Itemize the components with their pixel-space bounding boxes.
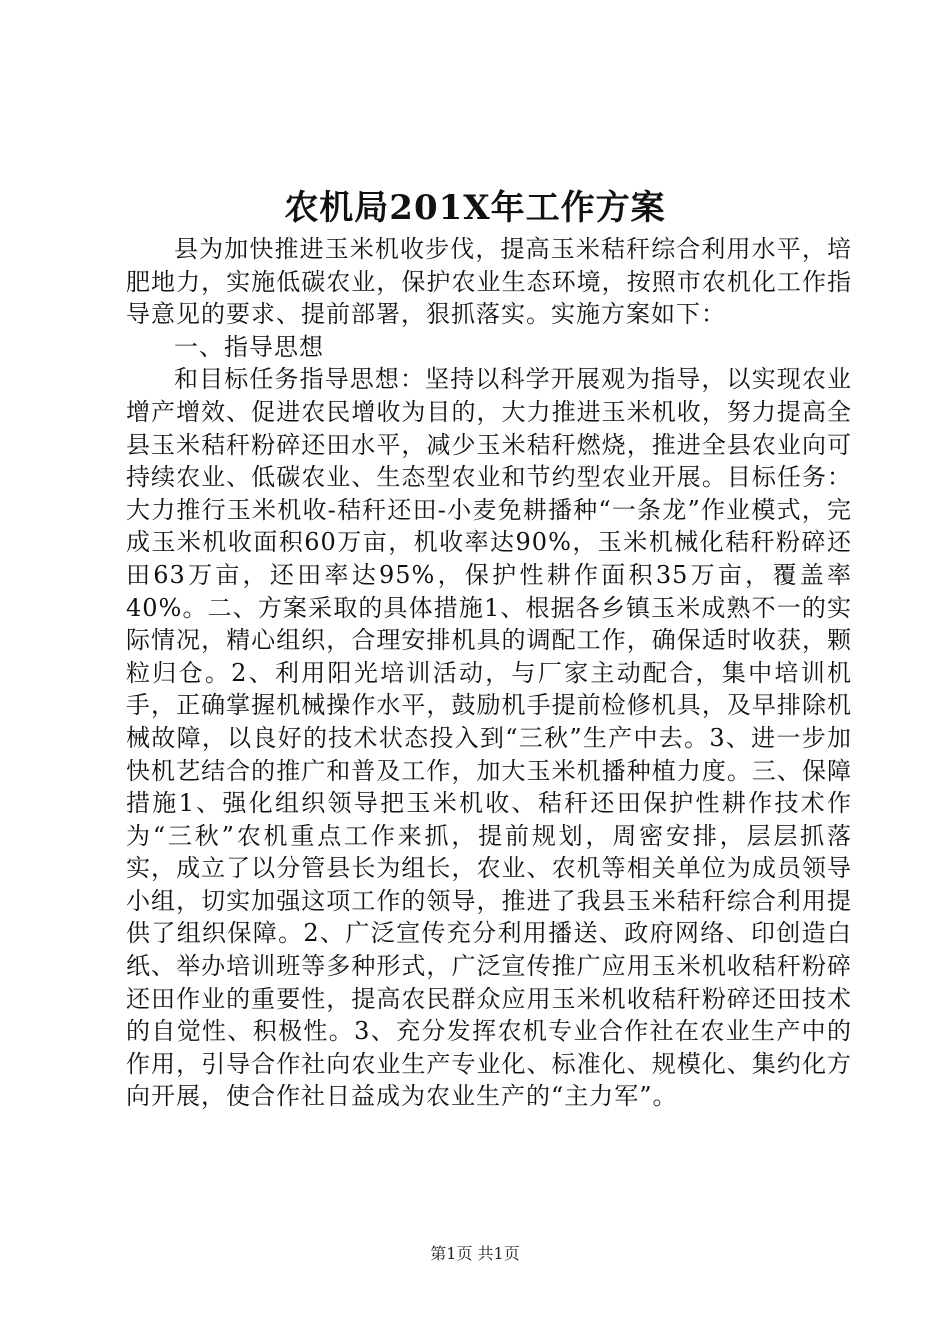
intro-paragraph: 县为加快推进玉米机收步伐，提高玉米秸秆综合利用水平，培肥地力，实施低碳农业，保护农业生态环境，按照市农机化工作指导意见的要求、提前部署，狠抓落实。实施方案如下： xyxy=(126,235,852,329)
page-footer: 第1页 共1页 xyxy=(430,1244,520,1263)
document-body xyxy=(126,233,852,1113)
section-heading-guiding-ideology: 一、指导思想 xyxy=(174,332,324,361)
document-title: 农机局201X年工作方案 xyxy=(284,188,666,228)
main-content-paragraph: 和目标任务指导思想：坚持以科学开展观为指导，以实现农业增产增效、促进农民增收为目的，大力推进玉米机收，努力提高全县玉米秸秆粉碎还田水平，减少玉米秸秆燃烧，推进全县农业向可持续农业、低碳农业、生态型农业和节约型农业开展。目标任务：大力推行玉米机收-秸秆还田-小麦免耕播种“一条龙”作业模式，完成玉米机收面积60万亩，机收率达90%，玉米机械化秸秆粉碎还田63万亩，还田率达95%，保护性耕作面积35万亩，覆盖率40%。二、方案采取的具体措施1、根据各乡镇玉米成熟不一的实际情况，精心组织，合理安排机具的调配工作，确保适时收获，颗粒归仓。2、利用阳光培训活动，与厂家主动配合，集中培训机手，正确掌握机械操作水平，鼓励机手提前检修机具，及早排除机械故障，以良好的技术状态投入到“三秋”生产中去。3、进一步加快机艺结合的推广和普及工作，加大玉米机播种植力度。三、保障措施1、强化组织领导把玉米机收、秸秆还田保护性耕作技术作为“三秋”农机重点工作来抓，提前规划，周密安排，层层抓落实，成立了以分管县长为组长，农业、农机等相关单位为成员领导小组，切实加强这项工作的领导，推进了我县玉米秸秆综合利用提供了组织保障。2、广泛宣传充分利用播送、政府网络、印创造白纸、举办培训班等多种形式，广泛宣传推广应用玉米机收秸秆粉碎还田作业的重要性，提高农民群众应用玉米机收秸秆粉碎还田技术的自觉性、积极性。3、充分发挥农机专业合作社在农业生产中的作用，引导合作社向农业生产专业化、标准化、规模化、集约化方向开展，使合作社日益成为农业生产的“主力军”。 xyxy=(126,365,852,1111)
